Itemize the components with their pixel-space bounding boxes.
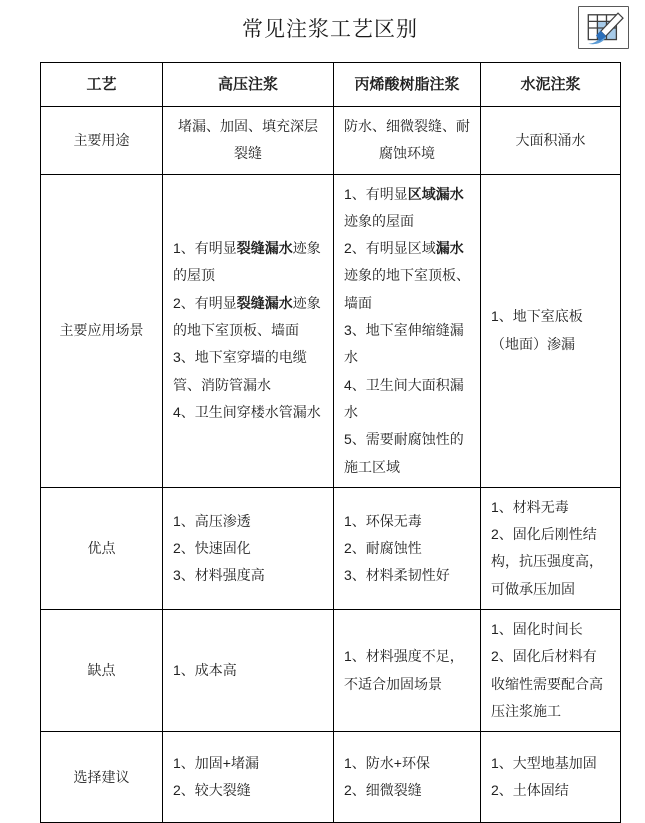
- cell: 1、固化时间长 2、固化后材料有收缩性需要配合高压注浆施工: [481, 610, 621, 732]
- table-style-icon: [581, 9, 627, 47]
- cell: 1、地下室底板（地面）渗漏: [481, 174, 621, 487]
- table-style-button[interactable]: [578, 6, 629, 49]
- comparison-table-container: [40, 62, 621, 823]
- column-header-3: 水泥注浆: [481, 63, 621, 107]
- row-label: 缺点: [41, 610, 163, 732]
- cell: 1、有明显裂缝漏水迹象的屋顶 2、有明显裂缝漏水迹象的地下室顶板、墙面 3、地下室穿墙的电缆管、消防管漏水 4、卫生间穿楼水管漏水: [163, 174, 334, 487]
- cell: 大面积涌水: [481, 107, 621, 175]
- header-row: [41, 63, 621, 107]
- page-title: 常见注浆工艺区别: [242, 18, 418, 41]
- cell: 1、加固+堵漏 2、较大裂缝: [163, 732, 334, 823]
- table-row: [41, 487, 621, 609]
- cell: 1、防水+环保 2、细微裂缝: [334, 732, 481, 823]
- table-body: [41, 107, 621, 823]
- row-label: 选择建议: [41, 732, 163, 823]
- cell: 1、材料无毒 2、固化后刚性结构，抗压强度高，可做承压加固: [481, 487, 621, 609]
- column-header-2: 丙烯酸树脂注浆: [334, 63, 481, 107]
- table-row: [41, 107, 621, 175]
- table-row: [41, 610, 621, 732]
- cell: 1、大型地基加固 2、土体固结: [481, 732, 621, 823]
- row-label: 主要应用场景: [41, 174, 163, 487]
- cell: 1、有明显区域漏水迹象的屋面 2、有明显区域漏水迹象的地下室顶板、墙面 3、地下室伸缩缝漏水 4、卫生间大面积漏水 5、需要耐腐蚀性的施工区域: [334, 174, 481, 487]
- column-header-1: 高压注浆: [163, 63, 334, 107]
- row-label: 优点: [41, 487, 163, 609]
- table-row: [41, 732, 621, 823]
- cell: 1、环保无毒 2、耐腐蚀性 3、材料柔韧性好: [334, 487, 481, 609]
- cell: 1、高压渗透 2、快速固化 3、材料强度高: [163, 487, 334, 609]
- cell: 1、材料强度不足，不适合加固场景: [334, 610, 481, 732]
- cell: 1、成本高: [163, 610, 334, 732]
- cell: 防水、细微裂缝、耐腐蚀环境: [334, 107, 481, 175]
- row-label: 主要用途: [41, 107, 163, 175]
- comparison-table: [40, 62, 621, 823]
- cell: 堵漏、加固、填充深层裂缝: [163, 107, 334, 175]
- table-row: [41, 174, 621, 487]
- column-header-0: 工艺: [41, 63, 163, 107]
